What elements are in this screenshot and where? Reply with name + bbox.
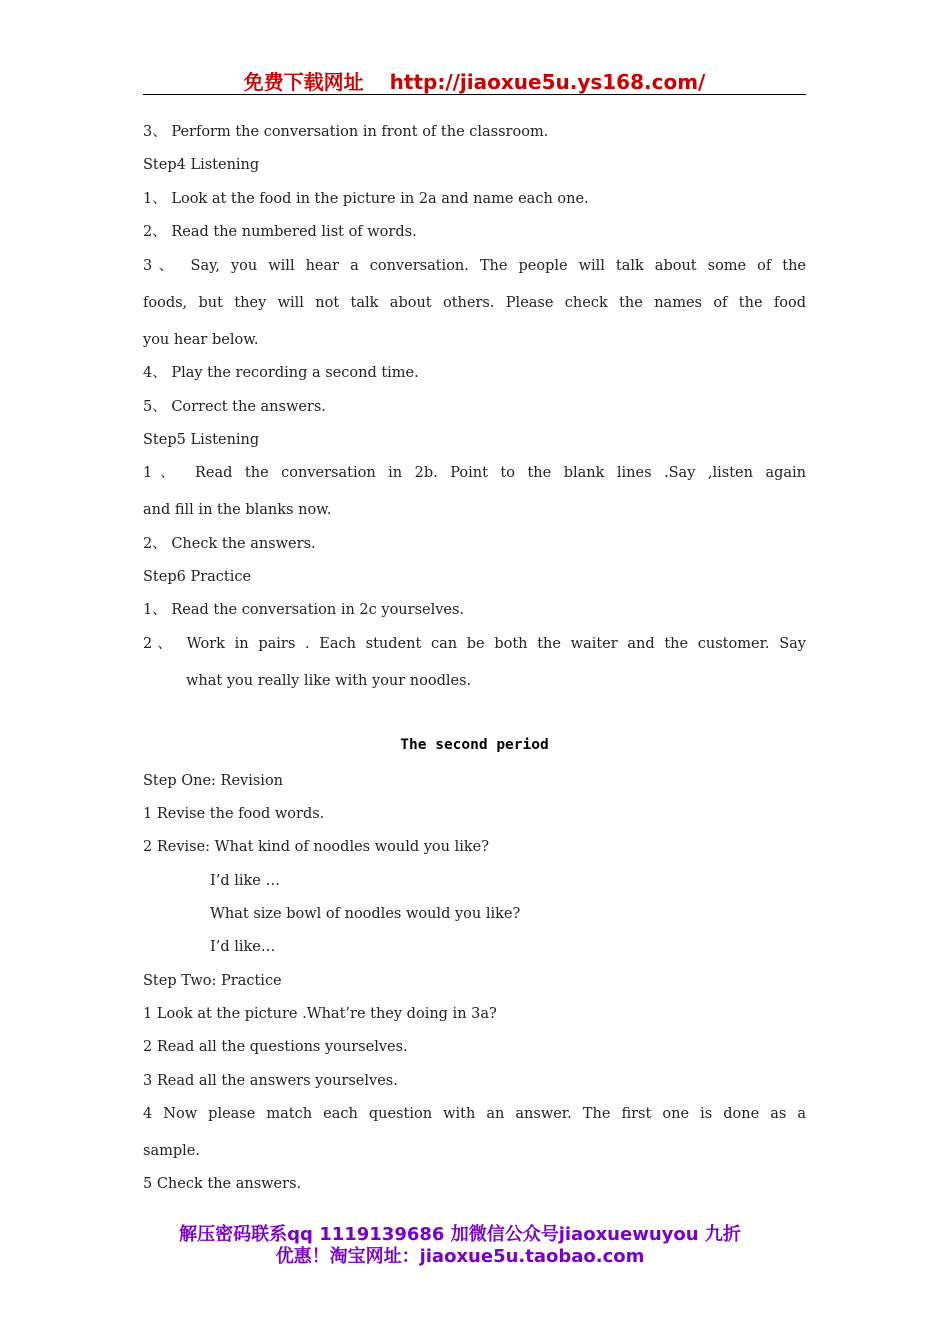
text-line: sample. bbox=[143, 1143, 200, 1159]
text-line: 2 Revise: What kind of noodles would you like? bbox=[143, 839, 490, 855]
text-line: What size bowl of noodles would you like? bbox=[210, 906, 521, 922]
header-url-link[interactable]: http://jiaoxue5u.ys168.com/ bbox=[389, 70, 706, 94]
header-site-label: 免费下载网址 bbox=[243, 70, 364, 94]
text-line: 3、 Perform the conversation in front of the classroom. bbox=[143, 124, 549, 140]
text-line: 4 Now please match each question with an answer. The first one is done as a bbox=[143, 1106, 806, 1122]
text-line: I’d like … bbox=[210, 873, 280, 889]
text-line: 1、 Read the conversation in 2b. Point to the blank lines .Say ,listen again bbox=[143, 465, 806, 481]
text-line: 2、 Work in pairs . Each student can be both the waiter and the customer. Say bbox=[143, 636, 806, 652]
footer-shop-link[interactable]: 优惠！淘宝网址：jiaoxue5u.taobao.com bbox=[275, 1246, 645, 1267]
footer-contact: 解压密码联系qq 1119139686 加微信公众号jiaoxuewuyou 九折 bbox=[179, 1224, 741, 1245]
step-heading: Step5 Listening bbox=[143, 432, 260, 448]
text-line: 1 Revise the food words. bbox=[143, 806, 325, 822]
text-line: 1 Look at the picture .What’re they doing in 3a? bbox=[143, 1006, 497, 1022]
page-header bbox=[143, 66, 806, 95]
text-line: you hear below. bbox=[143, 332, 259, 348]
text-line: 2 Read all the questions yourselves. bbox=[143, 1039, 408, 1055]
text-line: 2、 Check the answers. bbox=[143, 536, 316, 552]
text-line: and fill in the blanks now. bbox=[143, 502, 332, 518]
text-line: 3、 Say, you will hear a conversation. The people will talk about some of the bbox=[143, 258, 806, 274]
step-heading: Step4 Listening bbox=[143, 157, 260, 173]
step-heading: Step6 Practice bbox=[143, 569, 252, 585]
text-line: 2、 Read the numbered list of words. bbox=[143, 224, 417, 240]
text-line: 4、 Play the recording a second time. bbox=[143, 365, 419, 381]
step-heading: Step Two: Practice bbox=[143, 973, 282, 989]
step-heading: Step One: Revision bbox=[143, 773, 284, 789]
section-title: The second period bbox=[400, 737, 549, 753]
text-line: what you really like with your noodles. bbox=[186, 673, 472, 689]
text-line: 1、 Look at the food in the picture in 2a and name each one. bbox=[143, 191, 589, 207]
text-line: 1、 Read the conversation in 2c yourselves. bbox=[143, 602, 465, 618]
text-line: foods, but they will not talk about others. Please check the names of the food bbox=[143, 295, 806, 311]
text-line: 5、 Correct the answers. bbox=[143, 399, 326, 415]
text-line: I’d like… bbox=[210, 939, 276, 955]
text-line: 3 Read all the answers yourselves. bbox=[143, 1073, 398, 1089]
text-line: 5 Check the answers. bbox=[143, 1176, 302, 1192]
